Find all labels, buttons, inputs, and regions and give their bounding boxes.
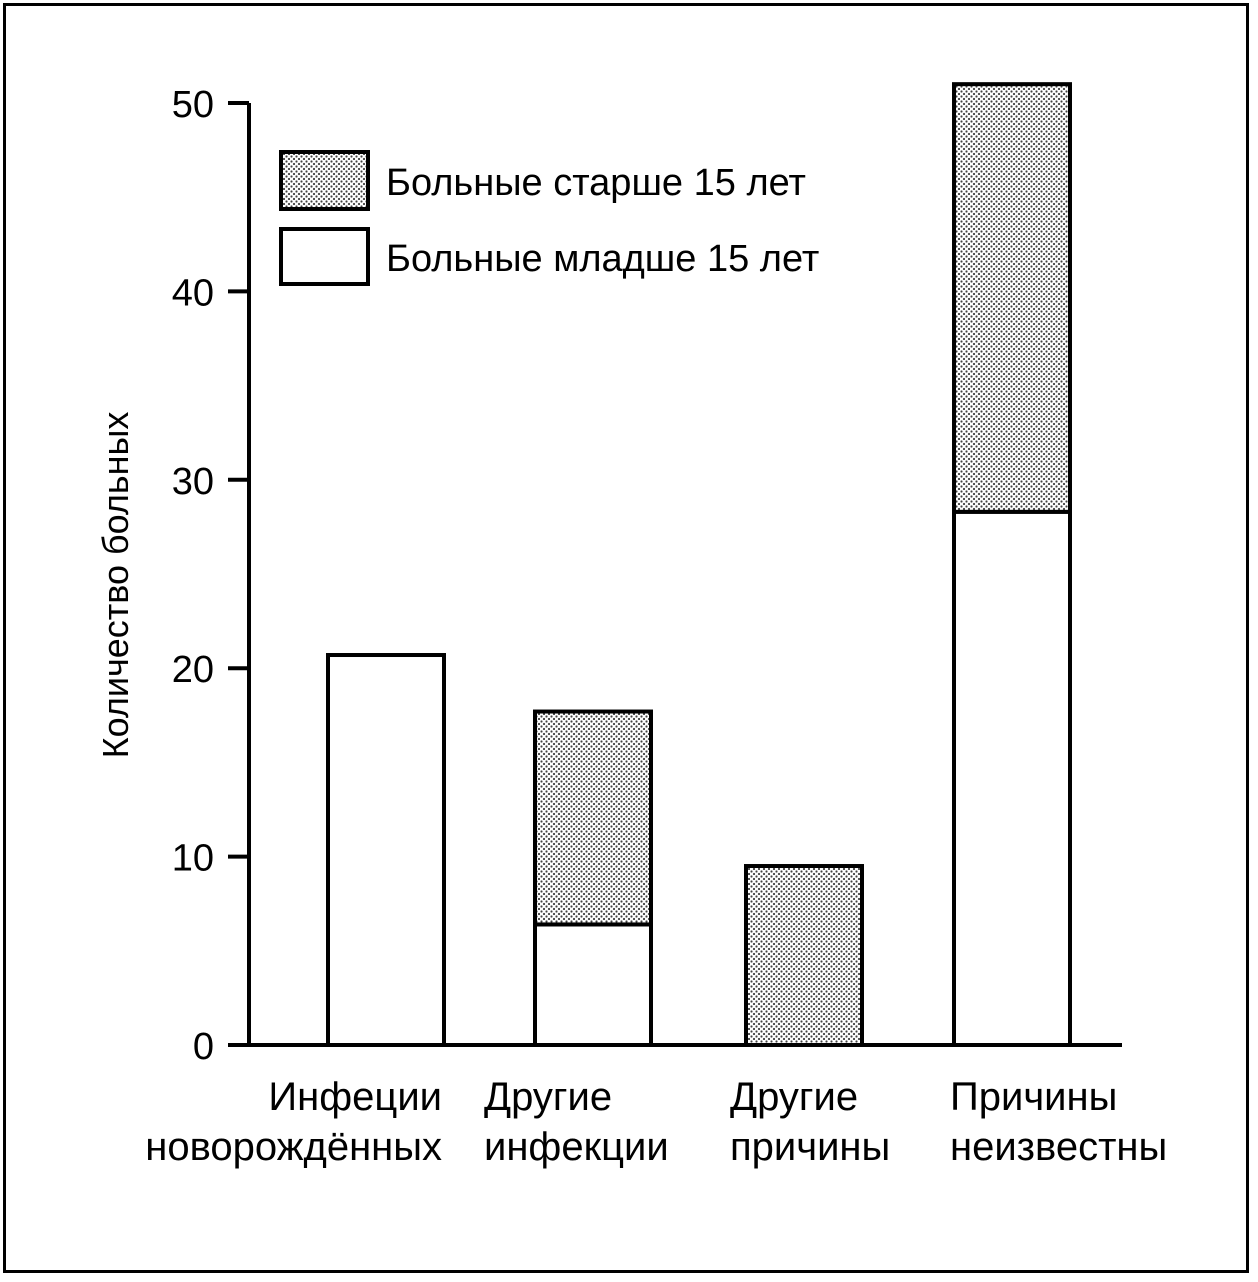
bar-younger-1 [328, 655, 444, 1045]
category-label-4-line-1: Причины [950, 1075, 1118, 1119]
y-tick-label: 50 [171, 84, 214, 126]
bar-younger-4 [954, 512, 1070, 1045]
y-tick-label: 30 [171, 460, 214, 503]
category-label-3-line-1: Другие [730, 1075, 859, 1119]
category-label-4-line-2: неизвестны [950, 1125, 1168, 1169]
legend-swatch-older [281, 152, 368, 209]
category-label-2-line-2: инфекции [484, 1125, 669, 1169]
bar-older-3 [746, 866, 862, 1045]
y-tick-label: 20 [171, 649, 214, 692]
y-ticks-group [172, 84, 249, 1068]
bar-older-2 [535, 712, 651, 925]
legend-swatch-younger [281, 229, 368, 284]
category-label-2-line-1: Другие [484, 1075, 613, 1119]
bar-younger-2 [535, 924, 651, 1045]
y-tick-label: 40 [171, 272, 214, 315]
category-label-1-line-2: новорождённых [145, 1125, 442, 1169]
legend-label-younger: Больные младше 15 лет [386, 238, 820, 280]
category-label-3-line-2: причины [730, 1125, 891, 1169]
bar-older-4 [954, 84, 1070, 512]
category-label-1-line-1: Инфеции [268, 1075, 442, 1119]
y-tick-label: 0 [192, 1026, 214, 1068]
y-axis-label: Количество больных [95, 411, 136, 759]
category-labels-group [145, 1075, 1167, 1169]
bars-group [328, 84, 1070, 1045]
legend-label-older: Больные старше 15 лет [386, 162, 806, 204]
y-tick-label: 10 [171, 837, 214, 880]
legend [281, 152, 819, 284]
